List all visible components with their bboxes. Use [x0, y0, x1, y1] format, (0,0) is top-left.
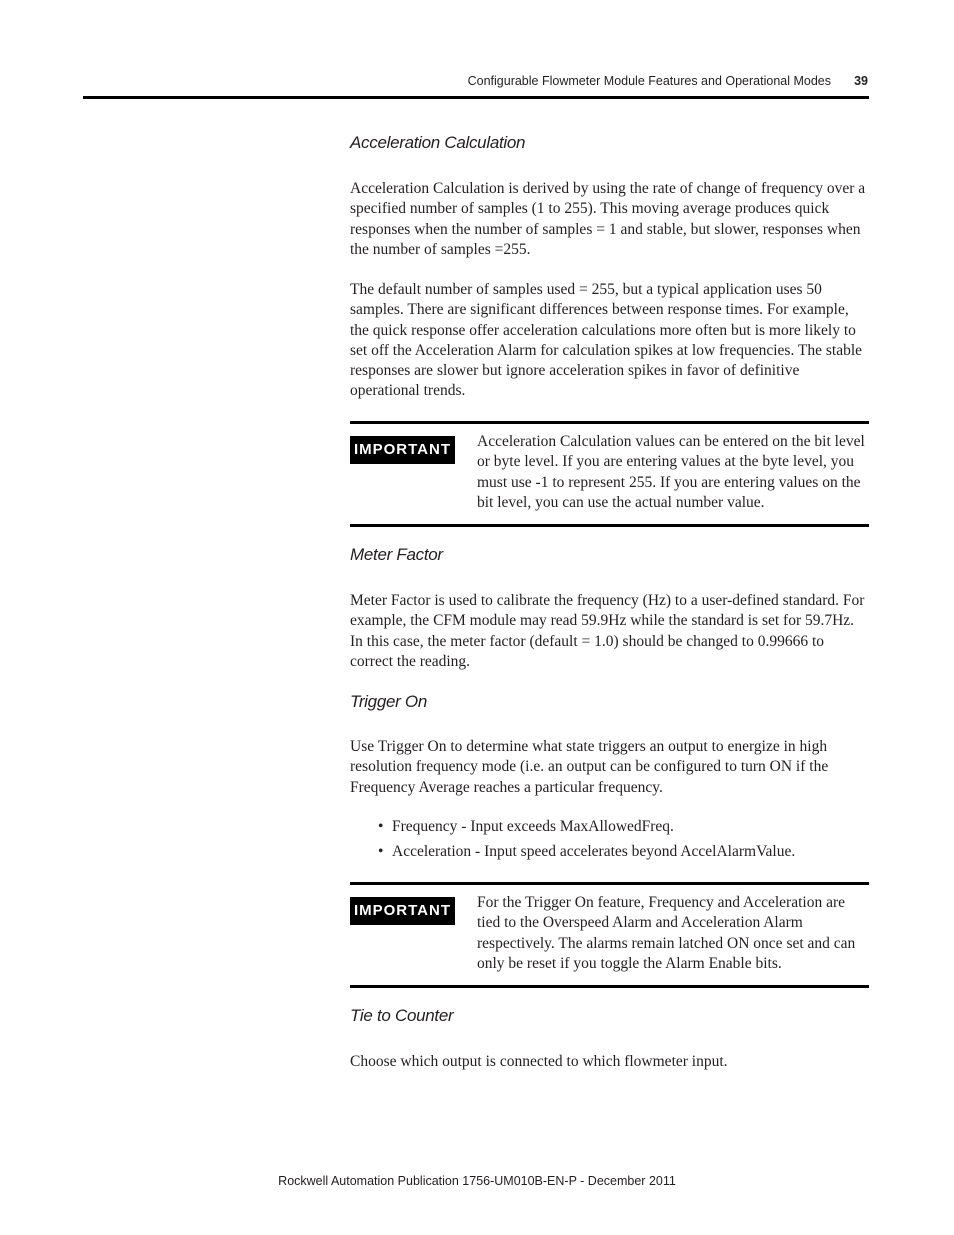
- paragraph-trigger-on: Use Trigger On to determine what state triggers an output to energize in high resolution frequency mode (i.e. an output can be configured to turn ON if the Frequency Average reaches a particular frequency.: [350, 738, 829, 796]
- important-bottom-rule: [350, 985, 869, 988]
- paragraph-acceleration-1: Acceleration Calculation is derived by using the rate of change of frequency over a specified number of samples (1 to 255). This moving average produces quick responses when the number of samples = 1 and stable, but slower, responses when the number of samples =255.: [350, 180, 866, 258]
- bullet-marker: •: [378, 843, 384, 860]
- bullet-marker: •: [378, 818, 384, 835]
- header-divider: [83, 96, 869, 99]
- important-badge: IMPORTANT: [350, 436, 455, 464]
- running-header-title: Configurable Flowmeter Module Features and Operational Modes: [467, 74, 831, 88]
- important-top-rule: [350, 421, 869, 424]
- heading-tie-to-counter: Tie to Counter: [350, 1006, 454, 1025]
- page-number: 39: [854, 74, 868, 88]
- heading-meter-factor: Meter Factor: [350, 545, 443, 564]
- heading-acceleration-calculation: Acceleration Calculation: [350, 133, 526, 152]
- heading-trigger-on: Trigger On: [350, 692, 427, 711]
- page-footer: Rockwell Automation Publication 1756-UM010B-EN-P - December 2011: [278, 1174, 676, 1188]
- important-note-text: For the Trigger On feature, Frequency and Acceleration are tied to the Overspeed Alarm and Acceleration Alarm respectively. The alarms remain latched ON once set and can only be reset if you toggle the Alarm Enable bits.: [477, 894, 856, 972]
- paragraph-tie-to-counter: Choose which output is connected to which flowmeter input.: [350, 1053, 728, 1070]
- list-item: Acceleration - Input speed accelerates beyond AccelAlarmValue.: [392, 843, 796, 860]
- paragraph-acceleration-2: The default number of samples used = 255, but a typical application uses 50 samples. There are significant differences between response times. For example, the quick response offer acceleration calculations more often but is more likely to set off the Acceleration Alarm for calculation spikes at low frequencies. The stable responses are slower but ignore acceleration spikes in favor of definitive operational trends.: [350, 281, 863, 400]
- important-top-rule: [350, 882, 869, 885]
- list-item: Frequency - Input exceeds MaxAllowedFreq.: [392, 818, 674, 835]
- important-badge: IMPORTANT: [350, 897, 455, 925]
- important-note-text: Acceleration Calculation values can be entered on the bit level or byte level. If you are entering values at the byte level, you must use -1 to represent 255. If you are entering values on the bit level, you can use the actual number value.: [477, 433, 865, 511]
- important-bottom-rule: [350, 524, 869, 527]
- paragraph-meter-factor: Meter Factor is used to calibrate the frequency (Hz) to a user-defined standard. For example, the CFM module may read 59.9Hz while the standard is set for 59.7Hz. In this case, the meter factor (default = 1.0) should be changed to 0.99666 to correct the reading.: [350, 592, 865, 670]
